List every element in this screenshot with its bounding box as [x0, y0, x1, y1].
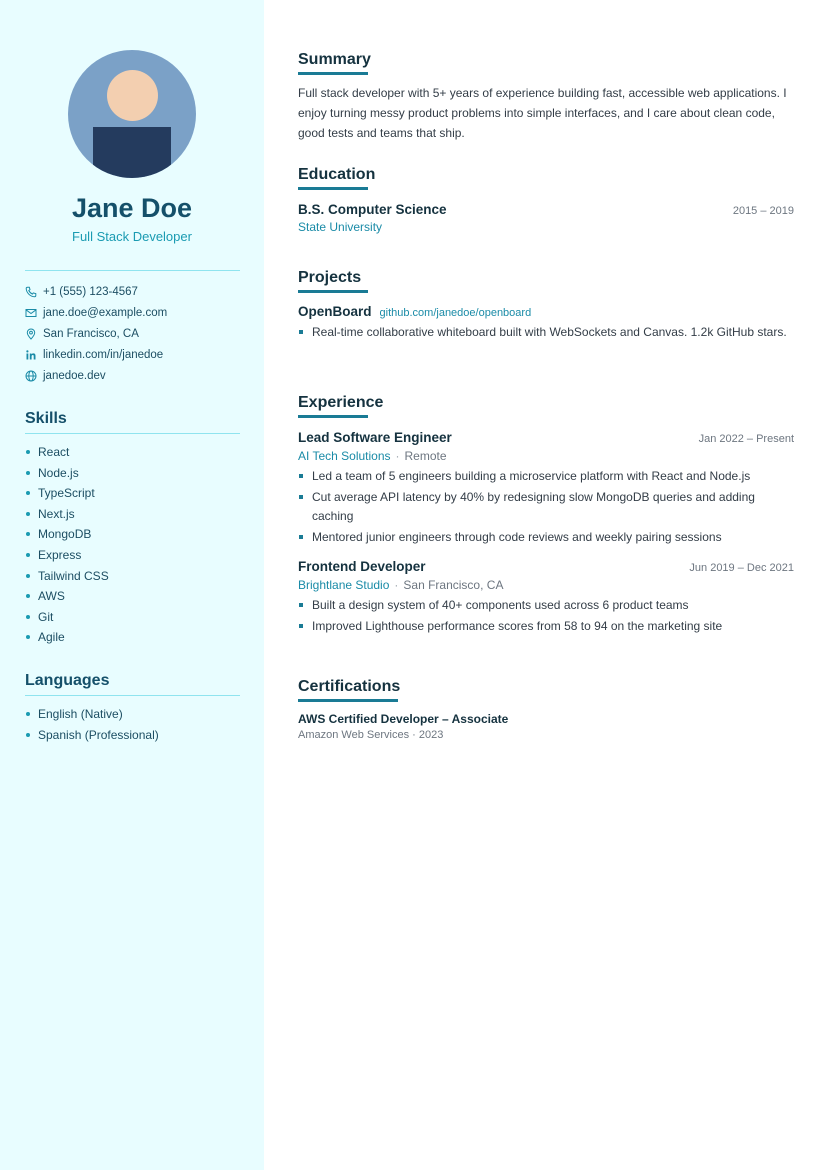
job-dates: Jun 2019 – Dec 2021: [689, 562, 794, 574]
experience-heading: Experience: [298, 394, 384, 411]
job-company: Brightlane Studio: [298, 578, 390, 592]
avatar-body: [93, 127, 171, 178]
certifications-section: [298, 678, 794, 741]
projects-heading: Projects: [298, 269, 362, 286]
profile-role: Full Stack Developer: [72, 229, 192, 244]
education-dates: 2015 – 2019: [732, 205, 794, 217]
avatar-head: [107, 70, 158, 121]
contact-location: [25, 324, 245, 345]
contact-text: San Francisco, CA: [43, 327, 139, 340]
job-bullet: Built a design system of 40+ components used across 6 product teams: [298, 596, 794, 615]
language-item: Spanish (Professional): [25, 725, 240, 746]
separator-dot: ·: [395, 449, 400, 463]
summary-heading: Summary: [298, 51, 371, 68]
skill-item: AWS: [25, 586, 240, 607]
contact-text: jane.doe@example.com: [43, 307, 168, 320]
section-underline: [298, 72, 368, 75]
language-item: English (Native): [25, 704, 240, 725]
certification-name: AWS Certified Developer – Associate: [298, 712, 509, 726]
job-bullets: [298, 596, 794, 636]
job-bullet: Cut average API latency by 40% by redesigning slow MongoDB queries and adding caching: [298, 488, 794, 526]
job-bullet: Improved Lighthouse performance scores from 58 to 94 on the marketing site: [298, 617, 794, 636]
contact-text: +1 (555) 123-4567: [43, 286, 138, 299]
section-underline: [298, 187, 368, 190]
contact-text: janedoe.dev: [43, 369, 106, 382]
skill-item: React: [25, 442, 240, 463]
skill-item: Tailwind CSS: [25, 566, 240, 587]
contact-phone[interactable]: [25, 282, 245, 303]
job-entry: [298, 559, 794, 636]
contact-text: linkedin.com/in/janedoe: [43, 348, 164, 361]
project-link[interactable]: github.com/janedoe/openboard: [379, 307, 532, 319]
job-company: AI Tech Solutions: [298, 449, 391, 463]
sidebar: [0, 0, 264, 1170]
languages-list: [25, 704, 240, 745]
skills-list: [25, 442, 240, 648]
project-name: OpenBoard: [298, 304, 372, 319]
experience-section: [298, 394, 794, 636]
languages-divider: [25, 695, 240, 696]
location-icon: [25, 328, 37, 340]
job-dates: Jan 2022 – Present: [698, 433, 794, 445]
languages-heading: Languages: [25, 672, 110, 689]
skill-item: Next.js: [25, 504, 240, 525]
skill-item: TypeScript: [25, 483, 240, 504]
summary-section: [298, 51, 794, 143]
job-location: San Francisco, CA: [403, 578, 504, 592]
contact-list: [25, 282, 245, 386]
linkedin-icon: [25, 349, 37, 361]
education-school: State University: [298, 220, 383, 234]
project-bullet: Real-time collaborative whiteboard built with WebSockets and Canvas. 1.2k GitHub stars.: [298, 323, 794, 342]
projects-section: [298, 269, 794, 342]
education-section: [298, 166, 794, 234]
avatar: [68, 50, 196, 178]
summary-text: Full stack developer with 5+ years of experience building fast, accessible web applications. I enjoy turning messy product problems into simple interfaces, and I care about clean code, good tests and teams that ship.: [298, 86, 787, 140]
globe-icon: [25, 370, 37, 382]
education-degree: B.S. Computer Science: [298, 202, 447, 217]
skill-item: Agile: [25, 627, 240, 648]
job-title: Lead Software Engineer: [298, 430, 452, 445]
job-bullets: [298, 467, 794, 547]
separator-dot: ·: [394, 578, 399, 592]
section-underline: [298, 699, 398, 702]
skill-item: Express: [25, 545, 240, 566]
contact-website[interactable]: [25, 365, 245, 386]
certifications-heading: Certifications: [298, 678, 401, 695]
certification-issuer: Amazon Web Services · 2023: [298, 729, 444, 741]
contact-linkedin[interactable]: [25, 344, 245, 365]
skill-item: Git: [25, 607, 240, 628]
skills-heading: Skills: [25, 410, 67, 427]
section-underline: [298, 290, 368, 293]
project-bullets: [298, 323, 794, 342]
skill-item: MongoDB: [25, 524, 240, 545]
contact-email[interactable]: [25, 303, 245, 324]
job-bullet: Led a team of 5 engineers building a microservice platform with React and Node.js: [298, 467, 794, 486]
job-bullet: Mentored junior engineers through code reviews and weekly pairing sessions: [298, 528, 794, 547]
skill-item: Node.js: [25, 463, 240, 484]
job-entry: [298, 430, 794, 547]
email-icon: [25, 307, 37, 319]
job-location: Remote: [404, 449, 447, 463]
skills-divider: [25, 433, 240, 434]
profile-name: Jane Doe: [71, 193, 193, 223]
section-underline: [298, 415, 368, 418]
job-title: Frontend Developer: [298, 559, 426, 574]
phone-icon: [25, 286, 37, 298]
sidebar-divider: [25, 270, 240, 271]
education-heading: Education: [298, 166, 376, 183]
